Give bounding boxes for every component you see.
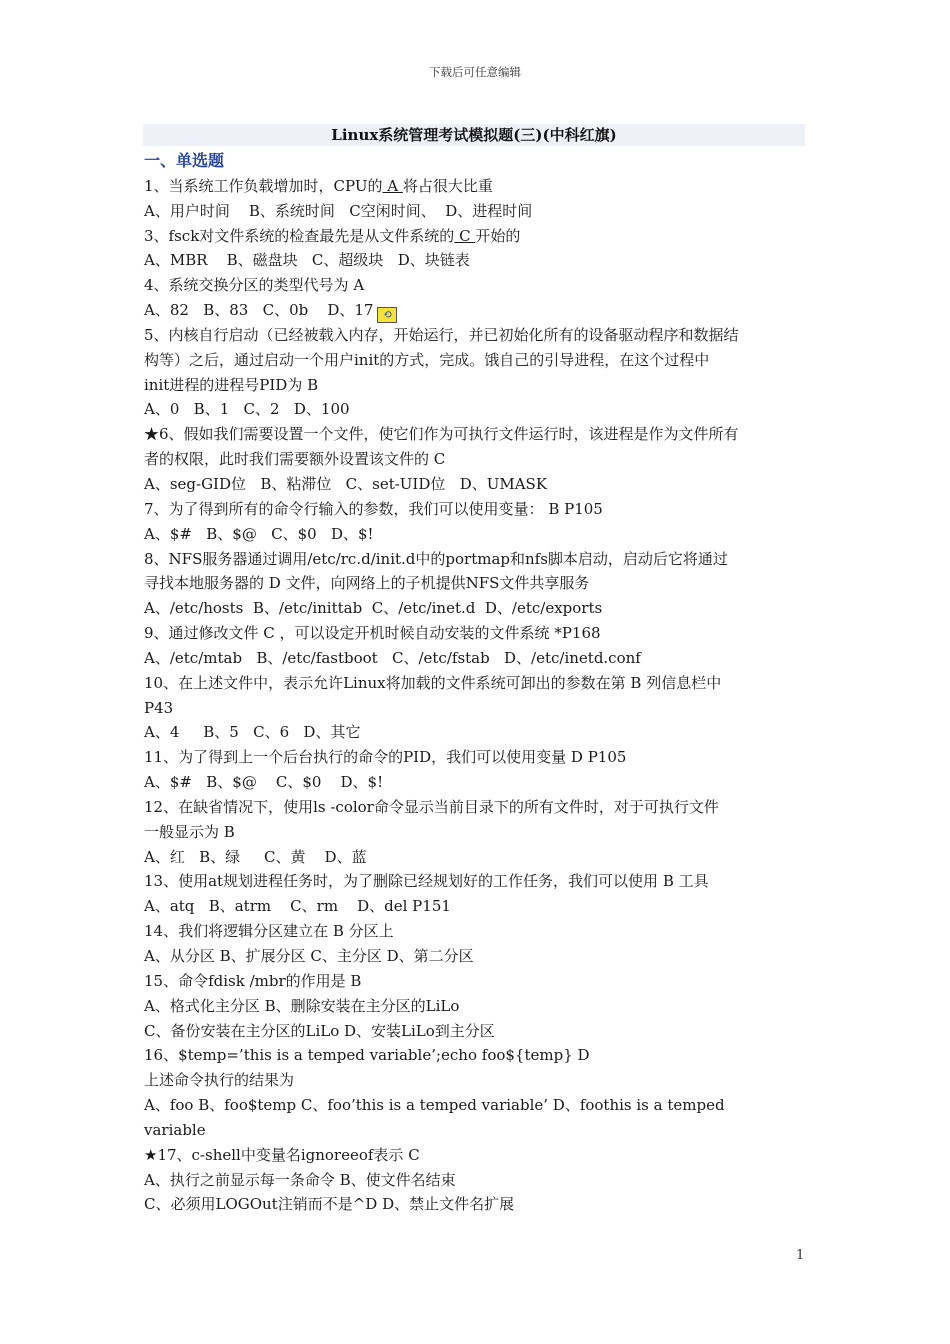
question-5-line-2: 构等）之后，通过启动一个用户init的方式，完成。饿自己的引导进程，在这个过程中 [144, 350, 710, 369]
question-12-line-2: 一般显示为 B [144, 822, 235, 841]
document-body [144, 149, 808, 1217]
question-5-line-1: 5、内核自行启动（已经被载入内存，开始运行，并已初始化所有的设备驱动程序和数据结 [144, 325, 739, 344]
question-10-options: A、4 B、5 C、6 D、其它 [144, 723, 361, 742]
question-17: ★17、c-shell中变量名ignoreeof表示 C [144, 1145, 420, 1164]
question-14: 14、我们将逻辑分区建立在 B 分区上 [144, 922, 394, 941]
question-7-options: A、$# B、$@ C、$0 D、$! [144, 524, 374, 543]
question-6-line-1: ★6、假如我们需要设置一个文件，使它们作为可执行文件运行时，该进程是作为文件所有 [144, 425, 739, 444]
question-11-options: A、$# B、$@ C、$0 D、$! [144, 773, 384, 792]
answer-underlined: A [382, 176, 403, 195]
question-text: 3、fsck对文件系统的检查最先是从文件系统的 [144, 226, 455, 245]
question-15: 15、命令fdisk /mbr的作用是 B [144, 971, 362, 990]
question-1-options: A、用户时间 B、系统时间 C空闲时间、 D、进程时间 [144, 201, 533, 220]
question-10-line-1: 10、在上述文件中，表示允许Linux将加载的文件系统可卸出的参数在第 B 列信息栏中 [144, 673, 722, 692]
question-17-options-2: C、必须用LOGOut注销而不是^D D、禁止文件名扩展 [144, 1195, 515, 1214]
question-7: 7、为了得到所有的命令行输入的参数，我们可以使用变量： B P105 [144, 499, 603, 518]
question-1 [144, 174, 808, 199]
question-15-options-1: A、格式化主分区 B、删除安装在主分区的LiLo [144, 996, 460, 1015]
question-9: 9、通过修改文件 C ，可以设定开机时候自动安装的文件系统 *P168 [144, 624, 601, 643]
question-6-options: A、seg-GID位 B、粘滞位 C、set-UID位 D、UMASK [144, 474, 548, 493]
question-5-options: A、0 B、1 C、2 D、100 [144, 400, 350, 419]
question-8-options: A、/etc/hosts B、/etc/inittab C、/etc/inet.d D、/etc/exports [144, 599, 603, 618]
question-8-line-2: 寻找本地服务器的 D 文件，向网络上的子机提供NFS文件共享服务 [144, 574, 590, 593]
section-heading: 一、单选题 [144, 151, 225, 170]
question-16-options-1: A、foo B、foo$temp C、foo’this is a temped variable’ D、foothis is a temped [144, 1096, 725, 1115]
question-4-options [144, 298, 808, 323]
question-15-options-2: C、备份安装在主分区的LiLo D、安装LiLo到主分区 [144, 1021, 495, 1040]
page-header: 下载后可任意编辑 [429, 65, 521, 79]
page-number: 1 [796, 1248, 805, 1263]
question-6-line-2: 者的权限，此时我们需要额外设置该文件的 C [144, 450, 446, 469]
question-4: 4、系统交换分区的类型代号为 A [144, 276, 365, 295]
question-16-line-2: 上述命令执行的结果为 [144, 1071, 295, 1090]
question-3-options: A、MBR B、磁盘块 C、超级块 D、块链表 [144, 251, 470, 270]
question-10-line-2: P43 [144, 698, 174, 717]
question-9-options: A、/etc/mtab B、/etc/fastboot C、/etc/fstab D、/etc/inetd.conf [144, 648, 641, 667]
question-16-line-1: 16、$temp=’this is a temped variable’;echo foo${temp} D [144, 1046, 590, 1065]
question-text: 1、当系统工作负载增加时，CPU的 [144, 176, 383, 195]
question-14-options: A、从分区 B、扩展分区 C、主分区 D、第二分区 [144, 947, 474, 965]
question-13: 13、使用at规划进程任务时，为了删除已经规划好的工作任务，我们可以使用 B 工具 [144, 872, 709, 891]
answer-underlined: C [454, 226, 476, 245]
question-text: 开始的 [475, 226, 521, 245]
question-5-line-3: init进程的进程号PID为 B [144, 375, 319, 394]
embedded-image-icon: ⟲ [377, 307, 397, 323]
question-3 [144, 224, 808, 249]
question-text: 将占很大比重 [402, 176, 493, 195]
question-11: 11、为了得到上一个后台执行的命令的PID，我们可以使用变量 D P105 [144, 748, 627, 767]
document-title: Linux系统管理考试模拟题(三)(中科红旗) [143, 124, 805, 146]
question-17-options-1: A、执行之前显示每一条命令 B、使文件名结束 [144, 1170, 456, 1189]
question-12-options: A、红 B、绿 C、黄 D、蓝 [144, 847, 367, 866]
options-text: A、82 B、83 C、0b D、17 [144, 301, 374, 320]
question-8-line-1: 8、NFS服务器通过调用/etc/rc.d/init.d中的portmap和nfs脚本启动，启动后它将通过 [144, 549, 728, 568]
question-16-options-2: variable [144, 1120, 206, 1139]
question-12-line-1: 12、在缺省情况下，使用ls -color命令显示当前目录下的所有文件时，对于可执行文件 [144, 797, 719, 816]
question-13-options: A、atq B、atrm C、rm D、del P151 [144, 897, 451, 916]
